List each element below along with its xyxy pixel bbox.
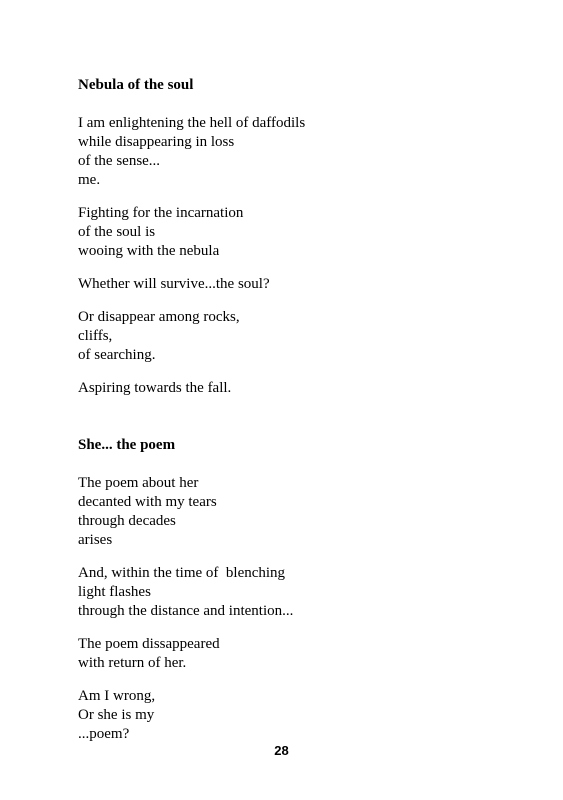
stanza bbox=[78, 114, 518, 190]
poem-line: me. bbox=[78, 172, 101, 188]
poem-line: Or disappear among rocks, bbox=[78, 309, 240, 325]
poem-line: while disappearing in loss bbox=[78, 134, 235, 150]
poem-line: wooing with the nebula bbox=[78, 243, 220, 259]
poem-line: with return of her. bbox=[78, 655, 187, 671]
poem-line: Whether will survive...the soul? bbox=[78, 276, 270, 292]
poem-line: The poem about her bbox=[78, 475, 199, 491]
stanza bbox=[78, 204, 518, 261]
poem-line: The poem dissappeared bbox=[78, 636, 220, 652]
poem-line: Fighting for the incarnation bbox=[78, 205, 244, 221]
poem-line: light flashes bbox=[78, 584, 151, 600]
stanza bbox=[78, 635, 518, 673]
poem-line: Am I wrong, bbox=[78, 688, 156, 704]
poem-title: She... the poem bbox=[78, 437, 176, 453]
poem-line: of searching. bbox=[78, 347, 156, 363]
poem-line: I am enlightening the hell of daffodils bbox=[78, 115, 306, 131]
stanza bbox=[78, 474, 518, 550]
poem-line: of the soul is bbox=[78, 224, 156, 240]
stanza bbox=[78, 564, 518, 621]
stanza bbox=[78, 308, 518, 365]
poem-line: decanted with my tears bbox=[78, 494, 217, 510]
stanza bbox=[78, 275, 518, 294]
poem-line: cliffs, bbox=[78, 328, 113, 344]
poem-line: ...poem? bbox=[78, 726, 130, 742]
poem-line: And, within the time of blenching bbox=[78, 565, 286, 581]
stanza bbox=[78, 687, 518, 744]
poem-title: Nebula of the soul bbox=[78, 77, 194, 93]
poem-line: through decades bbox=[78, 513, 176, 529]
poem-line: Or she is my bbox=[78, 707, 155, 723]
stanza bbox=[78, 379, 518, 398]
poem-she-the-poem bbox=[78, 436, 518, 758]
poem-line: through the distance and intention... bbox=[78, 603, 294, 619]
poem-nebula-of-the-soul bbox=[78, 76, 518, 412]
poem-line: arises bbox=[78, 532, 113, 548]
poem-line: of the sense... bbox=[78, 153, 161, 169]
page-number: 28 bbox=[274, 743, 289, 758]
poem-line: Aspiring towards the fall. bbox=[78, 380, 232, 396]
